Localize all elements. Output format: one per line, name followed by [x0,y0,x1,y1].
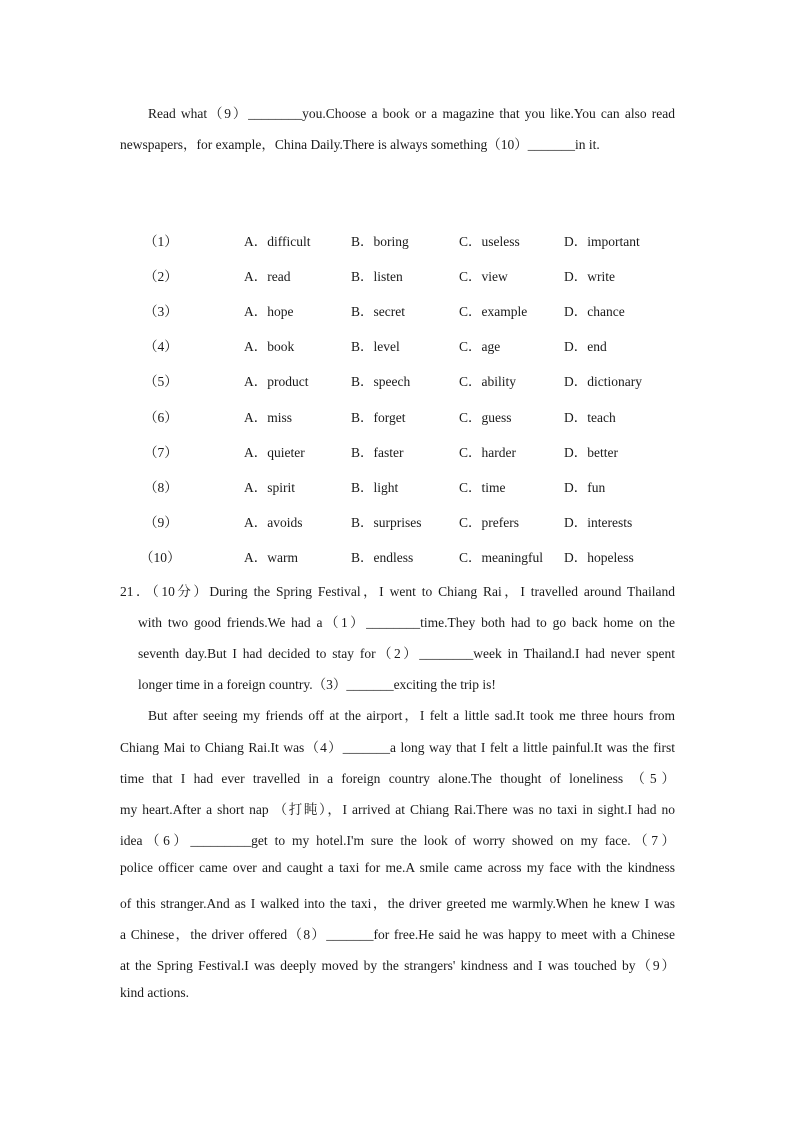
option-c: C．useless [459,234,520,249]
question-number: （4） [144,339,178,354]
question-number: （7） [144,445,178,460]
question-number: （5） [144,374,178,389]
option-b: B．faster [351,445,404,460]
option-a: A．product [244,374,309,389]
option-d: D．write [564,269,615,284]
option-c: C．ability [459,374,516,389]
passage2-line-1: But after seeing my friends off at the airport，I felt a little sad.It took me three hours from [148,708,675,723]
option-a: A．warm [244,550,298,565]
option-row [0,300,794,320]
question-number: （9） [144,515,178,530]
option-a: A．spirit [244,480,296,495]
passage2-line-4: my heart.After a short nap （打盹），I arrived at Chiang Rai.There was no taxi in sight.I had no [120,802,675,817]
option-d: D．better [564,445,618,460]
option-b: B．light [351,480,399,495]
passage2-line-5: idea（6）_________get to my hotel.I'm sure the look of worry showed on my face.（7） [120,833,675,848]
option-d: D．end [564,339,607,354]
option-b: B．boring [351,234,409,249]
option-c: C．example [459,304,528,319]
option-b: B．secret [351,304,405,319]
option-d: D．important [564,234,640,249]
passage2-line-2: Chiang Mai to Chiang Rai.It was（4）_______a long way that I felt a little painful.It was the first [120,740,675,755]
q21-line-4: longer time in a foreign country.（3）_______exciting the trip is! [138,677,496,692]
q21-line-3: seventh day.But I had decided to stay for（2）________week in Thailand.I had never spent [138,646,675,661]
option-d: D．hopeless [564,550,634,565]
passage2-line-10: kind actions. [120,985,189,1000]
option-row [0,265,794,285]
passage2-line-8: a Chinese，the driver offered（8）_______for free.He said he was happy to meet with a Chinese [120,927,675,942]
passage2-line-9: at the Spring Festival.I was deeply moved by the strangers' kindness and I was touched by（9） [120,958,675,973]
option-d: D．dictionary [564,374,642,389]
passage2-line-6: police officer came over and caught a taxi for me.A smile came across my face with the kindness [120,860,675,875]
question-number: （1） [144,234,178,249]
option-row [0,511,794,531]
option-row [0,476,794,496]
option-d: D．chance [564,304,625,319]
q21-line-1: 21．（10分）During the Spring Festival，I went to Chiang Rai，I travelled around Thailand [120,584,675,599]
option-row [0,546,794,566]
option-row [0,370,794,390]
q21-line-2: with two good friends.We had a（1）________time.They both had to go back home on the [138,615,675,630]
passage2-line-7: of this stranger.And as I walked into the taxi，the driver greeted me warmly.When he knew I was [120,896,675,911]
passage-top-line-2: newspapers，for example，China Daily.There is always something（10）_______in it. [120,137,600,152]
option-c: C．view [459,269,508,284]
question-number: （3） [144,304,178,319]
question-number: （2） [144,269,178,284]
question-number: （8） [144,480,178,495]
option-a: A．avoids [244,515,303,530]
question-number: （10） [140,550,181,565]
option-c: C．meaningful [459,550,543,565]
option-d: D．interests [564,515,633,530]
option-c: C．harder [459,445,516,460]
option-c: C．guess [459,410,512,425]
option-b: B．listen [351,269,403,284]
option-a: A．quieter [244,445,305,460]
option-c: C．prefers [459,515,519,530]
passage-top-line-1: Read what（9）________you.Choose a book or a magazine that you like.You can also read [148,106,675,121]
option-c: C．age [459,339,501,354]
option-a: A．read [244,269,291,284]
option-a: A．miss [244,410,293,425]
option-b: B．speech [351,374,411,389]
option-b: B．forget [351,410,406,425]
option-a: A．book [244,339,295,354]
question-number: （6） [144,410,178,425]
option-row [0,230,794,250]
option-a: A．hope [244,304,294,319]
option-row [0,441,794,461]
option-c: C．time [459,480,506,495]
option-d: D．teach [564,410,616,425]
option-row [0,335,794,355]
option-b: B．level [351,339,400,354]
option-d: D．fun [564,480,606,495]
option-b: B．endless [351,550,414,565]
passage2-line-3: time that I had ever travelled in a foreign country alone.The thought of loneliness （5） [120,771,675,786]
option-row [0,406,794,426]
option-a: A．difficult [244,234,311,249]
option-b: B．surprises [351,515,422,530]
